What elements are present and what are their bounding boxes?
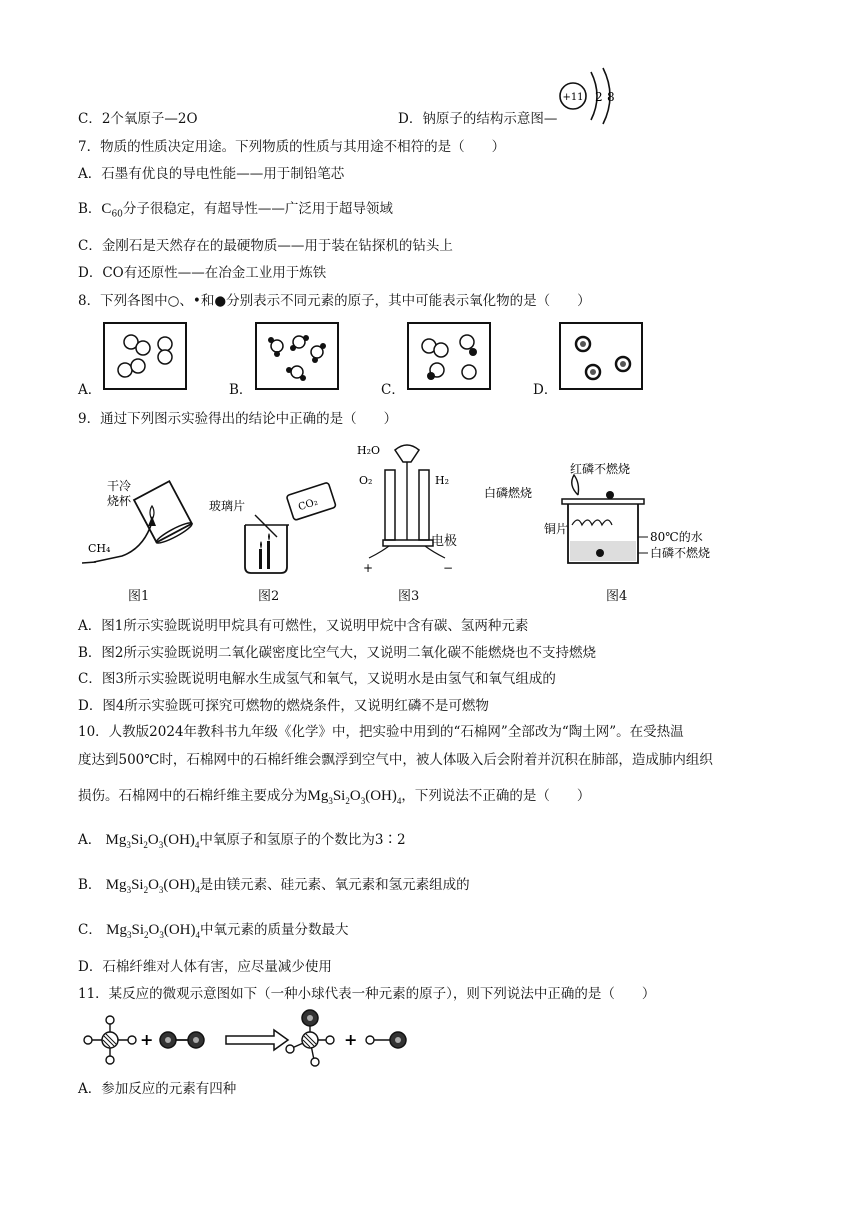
q9-option-a: A．图1所示实验既说明甲烷具有可燃性，又说明甲烷中含有碳、氢两种元素 — [78, 618, 529, 634]
fig3-water-label: H₂O — [357, 444, 381, 457]
q11-plus-1: + — [140, 1030, 154, 1049]
fig4-red-label: 红磷不燃烧 — [570, 462, 631, 476]
q8-stem: 8．下列各图中○、•和●分别表示不同元素的原子，其中可能表示氧化物的是（ ） — [78, 293, 591, 309]
q10-option-c: C． $Mg_3Si_2O_3(OH)_4$中氧元素的质量分数最大 — [78, 922, 349, 940]
nucleus-charge: +11 — [562, 92, 584, 103]
q6-option-c: C．2个氧原子—2O — [78, 111, 198, 127]
q9-figure-2 — [205, 475, 340, 580]
q9-option-c: C．图3所示实验既说明电解水生成氢气和氧气，又说明水是由氢气和氧气组成的 — [78, 671, 556, 687]
q7-option-c: C．金刚石是天然存在的最硬物质——用于装在钻探机的钻头上 — [78, 238, 453, 254]
fig3-h2-label: H₂ — [435, 474, 450, 487]
q9-figure-3 — [355, 440, 465, 580]
fig4-white-burn-label: 白磷燃烧 — [484, 486, 533, 500]
q8-box-d — [559, 322, 643, 390]
q10-option-a: A． $Mg_3Si_2O_3(OH)_4$中氧原子和氢原子的个数比为3∶2 — [78, 832, 406, 850]
q9-stem: 9．通过下列图示实验得出的结论中正确的是（ ） — [78, 411, 398, 427]
shell-1-count: 2 — [595, 90, 603, 104]
q7-option-a: A．石墨有优良的导电性能——用于制铅笔芯 — [78, 166, 345, 182]
fig4-caption: 图4 — [606, 589, 628, 604]
fig3-caption: 图3 — [398, 589, 420, 604]
q8-box-a — [103, 322, 187, 390]
q10-option-d: D．石棉纤维对人体有害，应尽量减少使用 — [78, 959, 332, 975]
q8-label-b: B． — [229, 382, 253, 398]
fig3-plus: + — [363, 561, 374, 575]
q7-option-b: B．$C_{60}$分子很稳定，有超导性——广泛用于超导领域 — [78, 201, 393, 220]
q9-figure-1 — [82, 470, 202, 580]
q7-option-d: D．CO有还原性——在冶金工业用于炼铁 — [78, 265, 327, 281]
shell-2-count: 8 — [607, 90, 615, 104]
q8-label-c: C． — [381, 382, 405, 398]
q8-box-b — [255, 322, 339, 390]
fig1-label-2: 烧杯 — [107, 494, 132, 508]
formula-mg3si2o5oh4: $Mg_3Si_2O_3(OH)_4$ — [307, 788, 402, 806]
fig4-water-label: 80℃的水 — [650, 530, 703, 544]
q9-option-b: B．图2所示实验既说明二氧化碳密度比空气大，又说明二氧化碳不能燃烧也不支持燃烧 — [78, 645, 597, 661]
q8-label-d: D． — [533, 382, 558, 398]
q10-line-1: 10．人教版2024年教科书九年级《化学》中，把实验中用到的“石棉网”全部改为“陶土网”。在受热温 — [78, 724, 684, 740]
sodium-atom-diagram — [555, 64, 625, 128]
q11-reaction-diagram — [78, 1008, 418, 1073]
q9-figure-4 — [482, 455, 722, 580]
fig1-caption: 图1 — [128, 589, 150, 604]
fig3-minus: − — [443, 561, 454, 575]
fig1-gas-label: CH₄ — [88, 542, 111, 555]
q11-stem: 11．某反应的微观示意图如下（一种小球代表一种元素的原子），则下列说法中正确的是（ ） — [78, 986, 656, 1002]
q8-label-a: A． — [78, 382, 102, 398]
q7-stem: 7．物质的性质决定用途。下列物质的性质与其用途不相符的是（ ） — [78, 139, 506, 155]
q10-line-2: 度达到500℃时，石棉网中的石棉纤维会飘浮到空气中，被人体吸入后会附着并沉积在肺部，造成肺内组织 — [78, 752, 713, 768]
fig3-electrode-label: 电极 — [431, 534, 458, 549]
q10-line-3: 损伤。石棉网中的石棉纤维主要成分为$Mg_3Si_2O_3(OH)_4$，下列说法不正确的是（ ） — [78, 788, 591, 806]
q8-box-c — [407, 322, 491, 390]
q11-option-a: A．参加反应的元素有四种 — [78, 1081, 237, 1097]
fig3-o2-label: O₂ — [359, 474, 373, 487]
fig2-glass-label: 玻璃片 — [209, 499, 246, 513]
fig4-white-no-label: 白磷不燃烧 — [650, 546, 711, 560]
q11-plus-2: + — [344, 1030, 358, 1049]
q6-option-d: D．钠原子的结构示意图— — [398, 111, 558, 127]
fig1-label-1: 干冷 — [107, 479, 132, 493]
fig2-caption: 图2 — [258, 589, 280, 604]
fig2-gas-label: CO₂ — [296, 496, 320, 514]
q10-option-b: B． $Mg_3Si_2O_3(OH)_4$是由镁元素、硅元素、氧元素和氢元素组成的 — [78, 877, 470, 895]
q9-option-d: D．图4所示实验既可探究可燃物的燃烧条件，又说明红磷不是可燃物 — [78, 698, 489, 714]
fig4-copper-label: 铜片 — [544, 522, 569, 536]
